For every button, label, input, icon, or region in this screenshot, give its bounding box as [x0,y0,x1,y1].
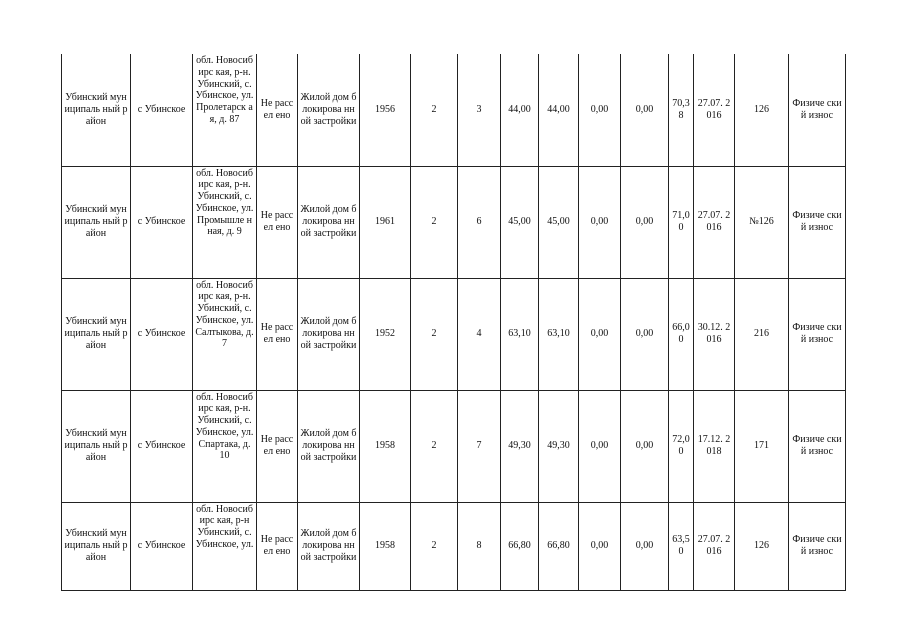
area-b-cell: 0,00 [621,166,669,278]
area-b-cell: 0,00 [621,390,669,502]
area-total-cell: 63,10 [501,278,539,390]
area-a-cell: 0,00 [579,166,621,278]
apartments-cell: 8 [458,502,501,590]
area-a-cell: 0,00 [579,502,621,590]
apartments-cell: 3 [458,54,501,166]
district-cell: Убинский муниципаль ный район [62,502,131,590]
area-total-cell: 44,00 [501,54,539,166]
apartments-cell: 4 [458,278,501,390]
wear-cell: 63,5 0 [669,502,694,590]
doc-number-cell: 126 [735,54,789,166]
area-b-cell: 0,00 [621,502,669,590]
status-cell: Не рассел ено [257,502,298,590]
area-a-cell: 0,00 [579,278,621,390]
settlement-cell: с Убинское [131,54,193,166]
area-residential-cell: 49,30 [539,390,579,502]
wear-cell: 71,0 0 [669,166,694,278]
doc-date-cell: 27.07. 2016 [694,166,735,278]
doc-date-cell: 30.12. 2016 [694,278,735,390]
table-row [62,502,846,590]
floors-cell: 2 [411,390,458,502]
year-cell: 1958 [360,502,411,590]
doc-date-cell: 17.12. 2018 [694,390,735,502]
year-cell: 1958 [360,390,411,502]
doc-date-cell: 27.07. 2016 [694,54,735,166]
floors-cell: 2 [411,278,458,390]
reason-cell: Физиче ский износ [789,278,846,390]
area-total-cell: 49,30 [501,390,539,502]
doc-date-cell: 27.07. 2016 [694,502,735,590]
floors-cell: 2 [411,502,458,590]
doc-number-cell: №126 [735,166,789,278]
doc-number-cell: 171 [735,390,789,502]
area-residential-cell: 45,00 [539,166,579,278]
wear-cell: 72,0 0 [669,390,694,502]
doc-number-cell: 216 [735,278,789,390]
apartments-cell: 6 [458,166,501,278]
floors-cell: 2 [411,166,458,278]
doc-number-cell: 126 [735,502,789,590]
year-cell: 1956 [360,54,411,166]
address-cell: обл. Новосибирс кая, р-н. Убинский, с. Убинское, ул. Салтыкова, д. 7 [193,278,257,390]
area-a-cell: 0,00 [579,390,621,502]
reason-cell: Физиче ский износ [789,166,846,278]
area-total-cell: 66,80 [501,502,539,590]
district-cell: Убинский муниципаль ный район [62,54,131,166]
area-residential-cell: 66,80 [539,502,579,590]
reason-cell: Физиче ский износ [789,54,846,166]
wear-cell: 66,0 0 [669,278,694,390]
area-residential-cell: 44,00 [539,54,579,166]
housing-table [61,54,846,591]
address-cell: обл. Новосибирс кая, р-н. Убинский, с. Убинское, ул. Пролетарск ая, д. 87 [193,54,257,166]
building-type-cell: Жилой дом блокирова нной застройки [298,54,360,166]
table-row [62,278,846,390]
status-cell: Не рассел ено [257,54,298,166]
address-cell: обл. Новосибирс кая, р-н Убинский, с. Убинское, ул. [193,502,257,590]
table-row [62,54,846,166]
area-b-cell: 0,00 [621,54,669,166]
reason-cell: Физиче ский износ [789,502,846,590]
settlement-cell: с Убинское [131,166,193,278]
table-row [62,390,846,502]
district-cell: Убинский муниципаль ный район [62,278,131,390]
settlement-cell: с Убинское [131,278,193,390]
building-type-cell: Жилой дом блокирова нной застройки [298,390,360,502]
settlement-cell: с Убинское [131,502,193,590]
area-a-cell: 0,00 [579,54,621,166]
district-cell: Убинский муниципаль ный район [62,390,131,502]
address-cell: обл. Новосибирс кая, р-н. Убинский, с. Убинское, ул. Промышле нная, д. 9 [193,166,257,278]
area-residential-cell: 63,10 [539,278,579,390]
table-row [62,166,846,278]
status-cell: Не рассел ено [257,278,298,390]
area-b-cell: 0,00 [621,278,669,390]
building-type-cell: Жилой дом блокирова нной застройки [298,166,360,278]
reason-cell: Физиче ский износ [789,390,846,502]
status-cell: Не рассел ено [257,390,298,502]
year-cell: 1952 [360,278,411,390]
year-cell: 1961 [360,166,411,278]
wear-cell: 70,3 8 [669,54,694,166]
building-type-cell: Жилой дом блокирова нной застройки [298,278,360,390]
status-cell: Не рассел ено [257,166,298,278]
floors-cell: 2 [411,54,458,166]
area-total-cell: 45,00 [501,166,539,278]
building-type-cell: Жилой дом блокирова нной застройки [298,502,360,590]
apartments-cell: 7 [458,390,501,502]
address-cell: обл. Новосибирс кая, р-н. Убинский, с. Убинское, ул. Спартака, д. 10 [193,390,257,502]
district-cell: Убинский муниципаль ный район [62,166,131,278]
settlement-cell: с Убинское [131,390,193,502]
